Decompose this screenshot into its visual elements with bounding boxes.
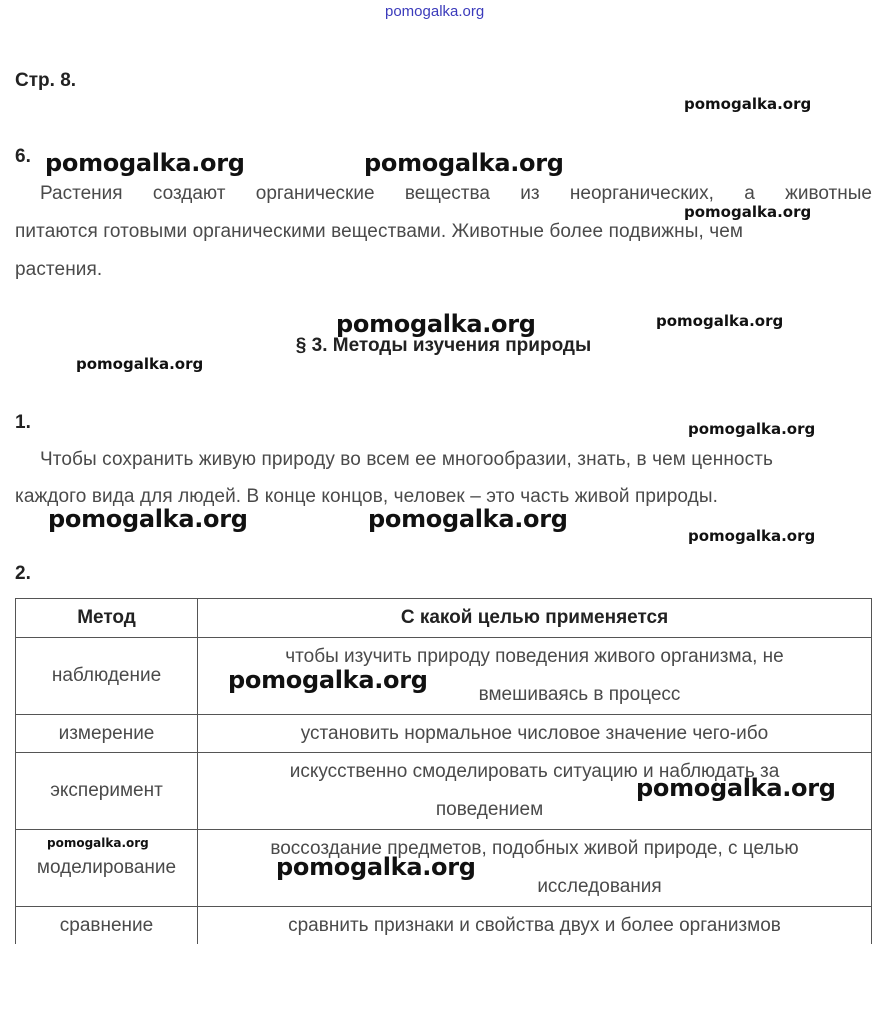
watermark: pomogalka.org (48, 505, 248, 533)
watermark: pomogalka.org (684, 203, 812, 221)
table-row (16, 907, 872, 945)
watermark: pomogalka.org (368, 505, 568, 533)
task-number: 2. (15, 563, 31, 584)
method-cell: наблюдение (16, 638, 198, 715)
method-cell: эксперимент (16, 753, 198, 830)
table-row (16, 638, 872, 715)
column-header: С какой целью применяется (198, 599, 872, 638)
purpose-cell: установить нормальное числовое значение чего-ибо (198, 715, 872, 753)
page-label: Стр. 8. (15, 70, 77, 91)
methods-table (15, 598, 872, 944)
watermark: pomogalka.org (684, 95, 812, 113)
watermark: pomogalka.org (688, 420, 816, 438)
task-number: 6. (15, 146, 31, 167)
task6-line2: питаются готовыми органическими веществами. Животные более подвижны, чем (15, 221, 744, 242)
watermark: pomogalka.org (336, 310, 536, 338)
task6-line1: Растения создают органические вещества из неорганических, а животные (40, 183, 872, 204)
source-url: pomogalka.org (385, 3, 485, 20)
task1-line2: каждого вида для людей. В конце концов, человек – это часть живой природы. (15, 486, 718, 507)
purpose-cell: воссоздание предметов, подобных живой природе, с целью исследования (198, 830, 872, 907)
method-cell: сравнение (16, 907, 198, 945)
task-number: 1. (15, 412, 31, 433)
method-cell: измерение (16, 715, 198, 753)
watermark: pomogalka.org (364, 149, 564, 177)
purpose-cell: чтобы изучить природу поведения живого организма, не вмешиваясь в процесс (198, 638, 872, 715)
watermark: pomogalka.org (45, 149, 245, 177)
watermark: pomogalka.org (656, 312, 784, 330)
watermark: pomogalka.org (228, 666, 428, 694)
watermark: pomogalka.org (688, 527, 816, 545)
section-title: § 3. Методы изучения природы (295, 335, 592, 356)
column-header: Метод (16, 599, 198, 638)
watermark: pomogalka.org (636, 774, 836, 802)
task6-line3: растения. (15, 259, 103, 280)
watermark: pomogalka.org (47, 836, 149, 850)
task1-line1: Чтобы сохранить живую природу во всем ее многообразии, знать, в чем ценность (40, 449, 773, 470)
watermark: pomogalka.org (76, 355, 204, 373)
purpose-cell: искусственно смоделировать ситуацию и наблюдать за поведением (198, 753, 872, 830)
purpose-cell: сравнить признаки и свойства двух и более организмов (198, 907, 872, 945)
table-header-row (16, 599, 872, 638)
watermark: pomogalka.org (276, 853, 476, 881)
table-row (16, 715, 872, 753)
method-cell: моделирование (16, 830, 198, 907)
